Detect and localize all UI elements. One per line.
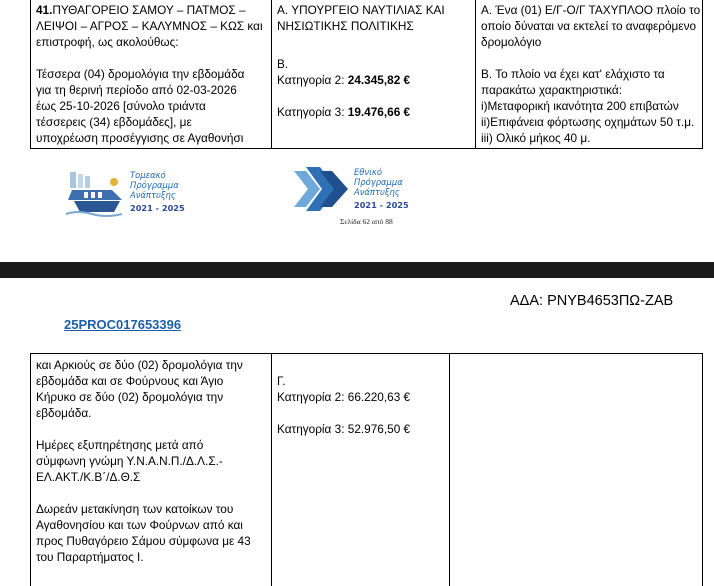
- logo-years: 2021 - 2025: [130, 203, 185, 213]
- requirement-line: ii)Επιφάνεια φόρτωσης οχημάτων 50 τ.μ.: [481, 114, 702, 130]
- route-line: εβδομάδα.: [36, 405, 271, 421]
- empty-cell: [450, 354, 703, 586]
- section-label: Β.: [277, 56, 475, 72]
- route-cell: [31, 0, 272, 149]
- logo-line: Πρόγραμμα: [130, 180, 185, 190]
- free-travel-line: Δωρεάν μετακίνηση των κατοίκων του: [36, 501, 271, 517]
- national-programme-text: [354, 167, 409, 210]
- route-line: επιστροφή, ως ακολούθως:: [36, 34, 271, 50]
- authority-line: Α. ΥΠΟΥΡΓΕΙΟ ΝΑΥΤΙΛΙΑΣ ΚΑΙ: [277, 2, 475, 18]
- requirement-line: Α. Ένα (01) Ε/Γ-Ο/Γ ΤΑΧΥΠΛΟΟ πλοίο το: [481, 2, 702, 18]
- page-separator: [0, 262, 714, 278]
- route-cell: [31, 354, 272, 586]
- route-number: 41.: [36, 3, 52, 17]
- tender-table-bottom: [30, 353, 703, 586]
- logo-line: Πρόγραμμα: [354, 177, 409, 187]
- schedule-line: υποχρέωση προσέγγισης σε Αγαθονήσι: [36, 130, 271, 146]
- document-page-bottom: [0, 278, 714, 581]
- table-row: [31, 354, 703, 586]
- route-line: Κήρυκο σε δύο (02) δρομολόγια την: [36, 389, 271, 405]
- free-travel-line: προς Πυθαγόρειο Σάμου σύμφωνα με 43: [36, 533, 271, 549]
- route-line: και Αρκιούς σε δύο (02) δρομολόγια την: [36, 357, 271, 373]
- free-travel-line: Αγαθονησίου και των Φούρνων από και: [36, 517, 271, 533]
- chevron-arrows-icon: [292, 161, 352, 217]
- section-label: Γ.: [277, 373, 449, 389]
- logo-line: Ανάπτυξης: [130, 190, 185, 200]
- logo-years: 2021 - 2025: [354, 200, 409, 210]
- service-days-line: ΕΛ.ΑΚΤ./Κ.Β΄/Δ.Θ.Σ: [36, 469, 271, 485]
- category-3-label: Κατηγορία 3:: [277, 105, 348, 119]
- tender-table-top: [30, 0, 703, 149]
- table-row: [31, 0, 703, 149]
- document-page-top: [0, 0, 714, 262]
- service-days-line: σύμφωνη γνώμη Υ.Ν.Α.Ν.Π./Δ.Λ.Σ.-: [36, 453, 271, 469]
- free-travel-line: του Παραρτήματος Ι.: [36, 549, 271, 565]
- route-line: εβδομάδα και σε Φούρνους και Άγιο: [36, 373, 271, 389]
- requirement-line: οποίο δύναται να εκτελεί το αναφερόμενο: [481, 18, 702, 34]
- requirement-line: iii) Ολικό μήκος 40 μ.: [481, 130, 702, 146]
- category-2-row: [277, 72, 475, 88]
- route-title: [36, 2, 271, 18]
- requirement-line: παρακάτω χαρακτηριστικά:: [481, 82, 702, 98]
- requirement-line: Β. Το πλοίο να έχει κατ' ελάχιστο τα: [481, 66, 702, 82]
- schedule-line: τέσσερεις (34) εβδομάδες], με: [36, 114, 271, 130]
- logo-line: Ανάπτυξης: [354, 187, 409, 197]
- authority-line: ΝΗΣΙΩΤΙΚΗΣ ΠΟΛΙΤΙΚΗΣ: [277, 18, 475, 34]
- schedule-line: για τη θερινή περίοδο από 02-03-2026: [36, 82, 271, 98]
- category-3-row: [277, 104, 475, 120]
- route-line: ΛΕΙΨΟΙ – ΑΓΡΟΣ – ΚΑΛΥΜΝΟΣ – ΚΩΣ και: [36, 18, 271, 34]
- sectoral-programme-logo: [64, 168, 204, 220]
- vessel-requirements-cell: [476, 0, 703, 149]
- requirement-line: δρομολόγιο: [481, 34, 702, 50]
- schedule-line: Τέσσερα (04) δρομολόγια την εβδομάδα: [36, 66, 271, 82]
- logo-line: Εθνικό: [354, 167, 409, 177]
- authority-cell: [272, 0, 476, 149]
- requirement-line: i)Μεταφορική ικανότητα 200 επιβατών: [481, 98, 702, 114]
- category-2-value: 24.345,82 €: [348, 73, 410, 87]
- service-days-line: Ημέρες εξυπηρέτησης μετά από: [36, 437, 271, 453]
- category-2-row: Κατηγορία 2: 66.220,63 €: [277, 389, 449, 405]
- sectoral-programme-text: [130, 170, 185, 213]
- page-number-footer: Σελίδα 62 από 88: [340, 217, 393, 226]
- ada-identifier: ΑΔΑ: ΡΝΥΒ4653ΠΩ-ΖΑΒ: [510, 293, 673, 309]
- category-3-row: Κατηγορία 3: 52.976,50 €: [277, 421, 449, 437]
- category-3-value: 19.476,66 €: [348, 105, 410, 119]
- logo-line: Τομεακό: [130, 170, 185, 180]
- schedule-line: έως 25-10-2026 [σύνολο τριάντα: [36, 98, 271, 114]
- cost-cell: [272, 354, 450, 586]
- route-line: ΠΥΘΑΓΟΡΕΙΟ ΣΑΜΟΥ – ΠΑΤΜΟΣ –: [52, 3, 245, 17]
- category-2-label: Κατηγορία 2:: [277, 73, 348, 87]
- ship-temple-icon: [64, 168, 126, 220]
- procurement-link[interactable]: 25PROC017653396: [64, 317, 181, 332]
- national-programme-logo: [292, 161, 422, 217]
